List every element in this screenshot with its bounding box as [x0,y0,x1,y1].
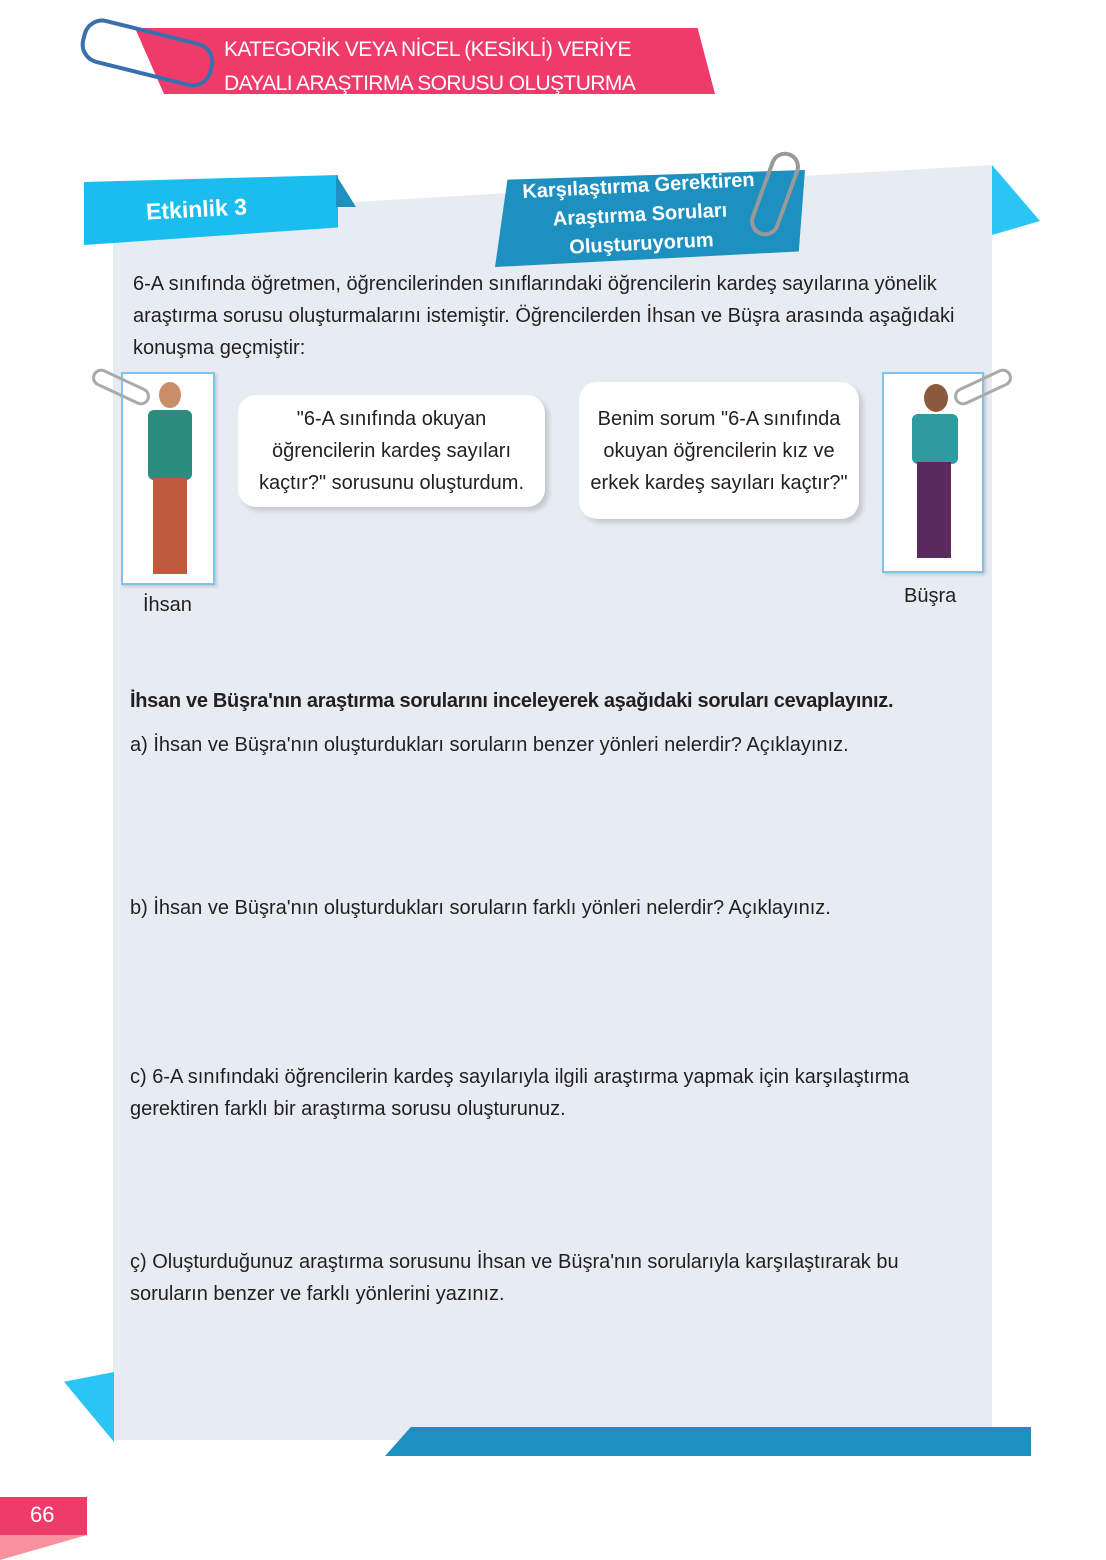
activity-label: Etkinlik 3 [145,193,248,225]
question-c: c) 6-A sınıfındaki öğrencilerin kardeş sayılarıyla ilgili araştırma yapmak için karşılaştırma gerektiren farklı bir araştırma sorusu oluşturunuz. [130,1066,910,1120]
title-line: DAYALI ARAŞTIRMA SORUSU OLUŞTURMA [224,72,636,95]
pants [917,462,951,558]
question-a: a) İhsan ve Büşra'nın oluşturdukları soruların benzer yönleri nelerdir? Açıklayınız. [130,734,849,756]
question-b: b) İhsan ve Büşra'nın oluşturdukları soruların farklı yönleri nelerdir? Açıklayınız. [130,897,831,919]
ihsan-speech-bubble [238,395,545,507]
head [159,382,181,408]
topic-line: Araştırma Soruları [552,199,728,231]
paperclip-icon [76,14,218,91]
ihsan-name: İhsan [143,594,192,616]
chapter-title [224,33,635,101]
topic-line: Karşılaştırma Gerektiren [521,168,756,204]
page-number: 66 [0,1497,87,1535]
question-cc: ç) Oluşturduğunuz araştırma sorusunu İhsan ve Büşra'nın sorularıyla karşılaştırarak bu soruların benzer ve farklı yönlerini yazınız. [130,1251,899,1305]
head [924,384,948,412]
bottom-ribbon [385,1427,1031,1456]
busra-name: Büşra [904,585,957,607]
pants [153,478,187,574]
instruction: İhsan ve Büşra'nın araştırma sorularını inceleyerek aşağıdaki soruları cevaplayınız. [130,690,894,712]
intro-text: 6-A sınıfında öğretmen, öğrencilerinden sınıflarındaki öğrencilerin kardeş sayılarına yönelik araştırma sorusu oluşturmalarını istemiştir. Öğrencilerden İhsan ve Büşra arasında aşağıdaki konuşma geçmiştir: [133,273,955,359]
title-line: KATEGORİK VEYA NİCEL (KESİKLİ) VERİYE [224,38,631,61]
busra-speech-bubble [579,382,859,519]
jacket [912,414,958,464]
topic-line: Oluşturuyorum [568,229,715,259]
topic-title [498,165,782,267]
corner-fold [64,1372,114,1442]
speech-text: "6-A sınıfında okuyan öğrencilerin kardeş sayıları kaçtır?" sorusunu oluşturdum. [259,408,524,494]
jacket [148,410,192,480]
speech-text: Benim sorum "6-A sınıfında okuyan öğrencilerin kız ve erkek kardeş sayıları kaçtır?" [590,407,848,494]
corner-fold [992,165,1040,235]
page-fold [0,1535,87,1560]
